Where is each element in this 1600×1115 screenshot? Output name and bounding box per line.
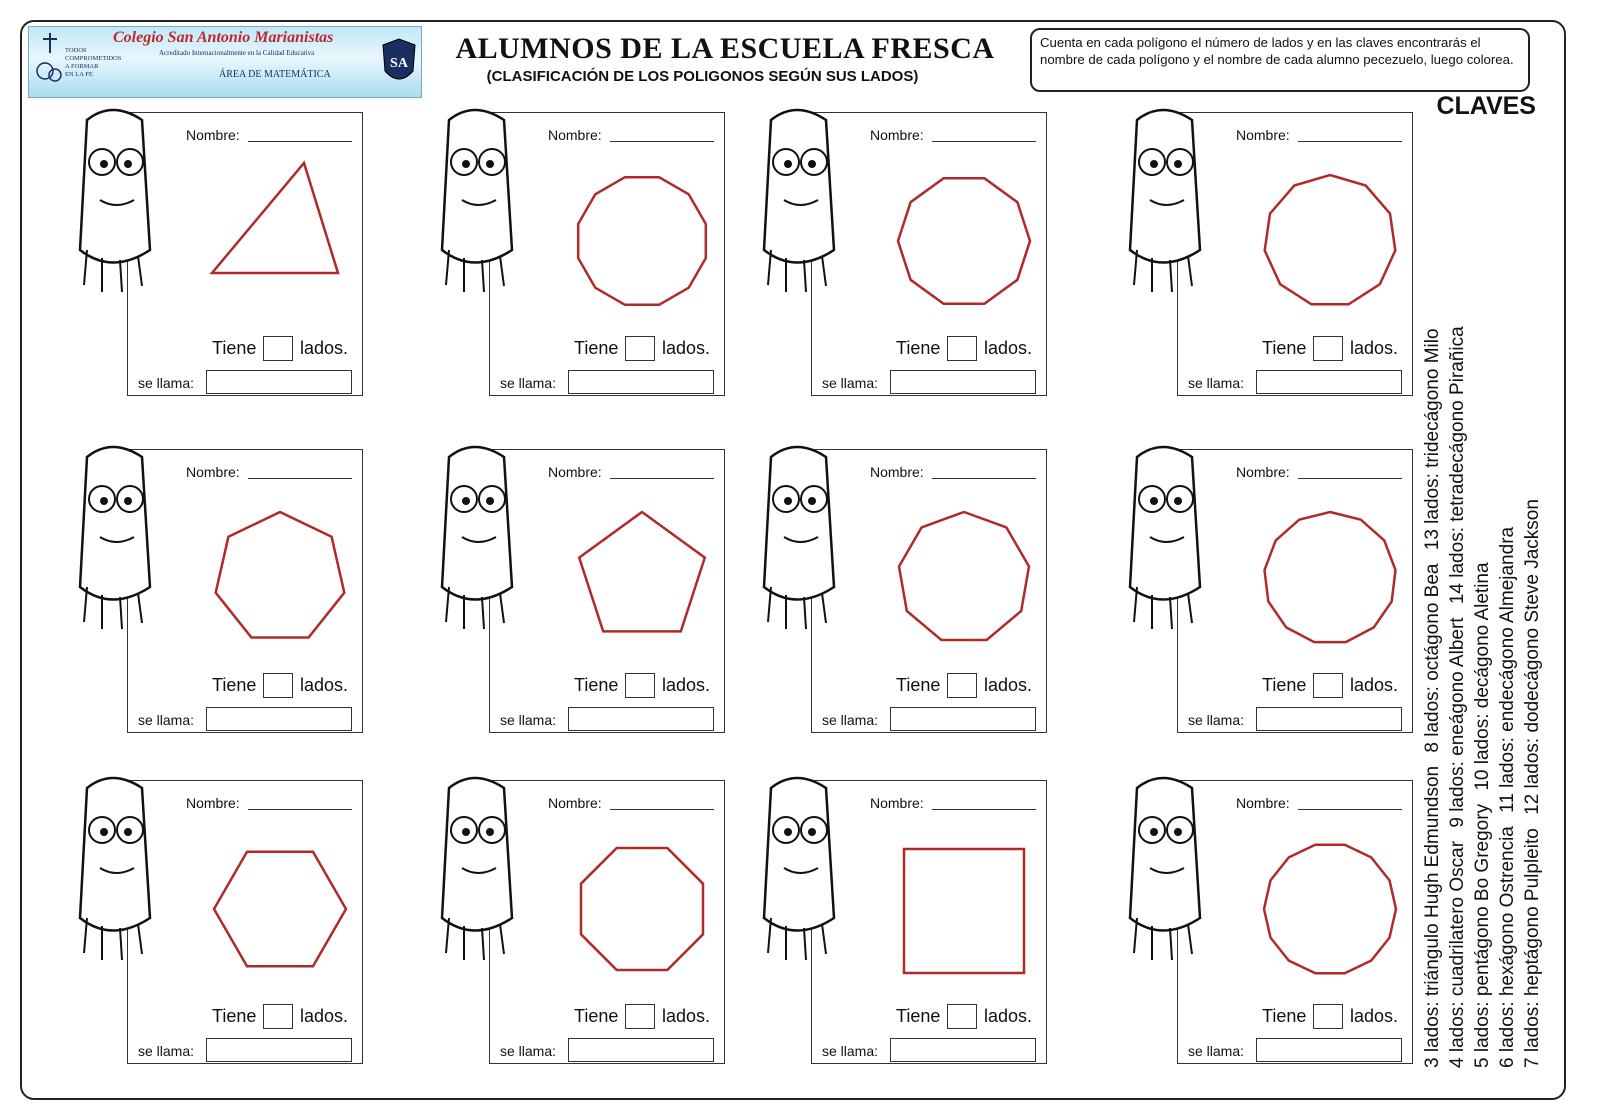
nombre-write-line[interactable] <box>932 809 1036 810</box>
tiene-label: Tiene <box>1262 675 1307 695</box>
nombre-label: Nombre: <box>1236 795 1290 811</box>
lados-label: lados. <box>662 675 711 695</box>
polygon-shape <box>1252 153 1402 323</box>
character-name-box[interactable] <box>890 707 1036 731</box>
tiene-label: Tiene <box>896 338 941 358</box>
tiene-label: Tiene <box>212 338 257 358</box>
tiene-label: Tiene <box>896 675 941 695</box>
character-feather-fish-illustration <box>42 768 182 978</box>
clave-item: 3 lados: triángulo Hugh Edmundson <box>1422 765 1443 1068</box>
polygon-outline <box>1264 845 1396 974</box>
area-label: ÁREA DE MATEMÁTICA <box>219 69 331 80</box>
clave-item: 6 lados: hexágono Ostrencia <box>1497 826 1518 1068</box>
tiene-label: Tiene <box>574 1006 619 1026</box>
polygon-shape <box>1252 821 1402 991</box>
character-name-box[interactable] <box>1256 707 1402 731</box>
nombre-label: Nombre: <box>870 127 924 143</box>
tiene-label: Tiene <box>574 338 619 358</box>
sides-answer-box[interactable] <box>263 673 293 698</box>
clave-column-5 <box>1522 491 1544 1068</box>
se-llama-label: se llama: <box>500 375 557 391</box>
se-llama-label: se llama: <box>822 375 879 391</box>
school-name: Colegio San Antonio Marianistas <box>113 29 334 46</box>
character-star-girl-illustration <box>726 437 866 647</box>
character-name-box[interactable] <box>890 370 1036 394</box>
clave-item: 12 lados: dodecágono Steve Jackson <box>1522 499 1543 815</box>
character-tall-hair-illustration <box>404 100 544 310</box>
sides-answer-box[interactable] <box>625 673 655 698</box>
polygon-outline <box>581 848 703 970</box>
lados-label: lados. <box>1350 338 1399 358</box>
clave-item: 8 lados: octágono Bea <box>1422 563 1443 753</box>
lados-label: lados. <box>300 338 349 358</box>
polygon-shape <box>202 821 352 991</box>
nombre-write-line[interactable] <box>932 478 1036 479</box>
sides-answer-box[interactable] <box>947 673 977 698</box>
character-name-box[interactable] <box>206 1038 352 1062</box>
character-name-box[interactable] <box>890 1038 1036 1062</box>
polygon-shape <box>886 490 1036 660</box>
clave-item: 14 lados: tetradecágono Pirañica <box>1447 326 1468 605</box>
sides-answer-box[interactable] <box>1313 673 1343 698</box>
character-fuzzy-fish-illustration <box>1092 437 1232 647</box>
lados-label: lados. <box>984 675 1033 695</box>
accreditation-text: Acreditado Internacionalmente en la Calidad Educativa <box>159 49 315 57</box>
character-name-box[interactable] <box>568 370 714 394</box>
polygon-outline <box>578 177 706 305</box>
lados-label: lados. <box>1350 675 1399 695</box>
polygon-shape <box>564 821 714 991</box>
se-llama-label: se llama: <box>1188 375 1245 391</box>
character-tractor-shirt-illustration <box>404 437 544 647</box>
nombre-label: Nombre: <box>548 464 602 480</box>
se-llama-label: se llama: <box>138 375 195 391</box>
tiene-label: Tiene <box>1262 1006 1307 1026</box>
character-name-box[interactable] <box>568 707 714 731</box>
instructions-box: Cuenta en cada polígono el número de lados y en las claves encontrarás el nombre de cada polígono y el nombre de cada alumno pecezuelo, luego colorea. <box>1030 28 1530 92</box>
nombre-label: Nombre: <box>186 795 240 811</box>
tiene-label: Tiene <box>1262 338 1307 358</box>
polygon-outline <box>899 512 1029 640</box>
clave-item: 13 lados: tridecágono Milo <box>1422 328 1443 551</box>
nombre-label: Nombre: <box>870 464 924 480</box>
polygon-outline <box>214 852 346 966</box>
clave-item: 9 lados: eneágono Albert <box>1447 617 1468 828</box>
tiene-label: Tiene <box>212 675 257 695</box>
polygon-shape <box>202 490 352 660</box>
nombre-write-line[interactable] <box>248 141 352 142</box>
se-llama-label: se llama: <box>822 712 879 728</box>
nombre-write-line[interactable] <box>610 478 714 479</box>
nombre-write-line[interactable] <box>1298 141 1402 142</box>
character-name-box[interactable] <box>1256 1038 1402 1062</box>
polygon-outline <box>212 163 338 273</box>
lados-label: lados. <box>1350 1006 1399 1026</box>
clave-column-4 <box>1497 519 1519 1068</box>
clave-column-2 <box>1447 318 1469 1068</box>
nombre-label: Nombre: <box>1236 127 1290 143</box>
nombre-label: Nombre: <box>186 464 240 480</box>
character-name-box[interactable] <box>206 707 352 731</box>
character-name-box[interactable] <box>1256 370 1402 394</box>
clave-item: 7 lados: heptágono Pulpleito <box>1522 828 1543 1068</box>
nombre-write-line[interactable] <box>248 809 352 810</box>
page-title: ALUMNOS DE LA ESCUELA FRESCA <box>455 32 995 65</box>
nombre-write-line[interactable] <box>248 478 352 479</box>
clave-column-1 <box>1422 320 1444 1068</box>
sides-answer-box[interactable] <box>1313 1004 1343 1029</box>
sides-answer-box[interactable] <box>625 336 655 361</box>
nombre-write-line[interactable] <box>932 141 1036 142</box>
polygon-shape <box>564 490 714 660</box>
lados-label: lados. <box>984 1006 1033 1026</box>
polygon-outline <box>904 849 1024 973</box>
sides-answer-box[interactable] <box>263 336 293 361</box>
polygon-outline <box>216 512 345 638</box>
nombre-write-line[interactable] <box>610 809 714 810</box>
tiene-label: Tiene <box>212 1006 257 1026</box>
character-pigtails-illustration <box>1092 768 1232 978</box>
polygon-shape <box>564 153 714 323</box>
polygon-outline <box>898 178 1030 304</box>
se-llama-label: se llama: <box>500 712 557 728</box>
clave-item: 11 lados: endecágono Almejandra <box>1497 526 1518 813</box>
polygon-shape <box>886 153 1036 323</box>
crest-initials: SA <box>390 56 408 71</box>
lados-label: lados. <box>984 338 1033 358</box>
character-balloon-fish-illustration <box>726 100 866 310</box>
character-braces-girl-illustration <box>404 768 544 978</box>
school-shield-icon <box>379 35 419 91</box>
lados-label: lados. <box>300 1006 349 1026</box>
se-llama-label: se llama: <box>822 1043 879 1059</box>
cross-crest-icon <box>33 31 67 89</box>
clave-item: 10 lados: decágono Aletina <box>1472 562 1493 791</box>
se-llama-label: se llama: <box>138 712 195 728</box>
nombre-write-line[interactable] <box>1298 809 1402 810</box>
polygon-shape <box>202 153 352 323</box>
clave-item: 5 lados: pentágono Bo Gregory <box>1472 803 1493 1068</box>
tiene-label: Tiene <box>896 1006 941 1026</box>
page-subtitle: (CLASIFICACIÓN DE LOS POLIGONOS SEGÚN SUS LADOS) <box>486 68 919 85</box>
se-llama-label: se llama: <box>500 1043 557 1059</box>
polygon-outline <box>1265 512 1396 642</box>
claves-title: CLAVES <box>1436 92 1536 120</box>
nombre-label: Nombre: <box>186 127 240 143</box>
tiene-label: Tiene <box>574 675 619 695</box>
sides-answer-box[interactable] <box>947 1004 977 1029</box>
polygon-outline <box>1265 175 1396 304</box>
sides-answer-box[interactable] <box>947 336 977 361</box>
se-llama-label: se llama: <box>1188 1043 1245 1059</box>
character-octopus-illustration <box>42 437 182 647</box>
sides-answer-box[interactable] <box>263 1004 293 1029</box>
character-scarf-glasses-illustration <box>42 100 182 310</box>
polygon-shape <box>1252 490 1402 660</box>
nombre-label: Nombre: <box>1236 464 1290 480</box>
se-llama-label: se llama: <box>1188 712 1245 728</box>
clave-item: 4 lados: cuadrilatero Oscar <box>1447 840 1468 1068</box>
lados-label: lados. <box>300 675 349 695</box>
character-name-box[interactable] <box>206 370 352 394</box>
polygon-outline <box>579 512 705 631</box>
lados-label: lados. <box>662 1006 711 1026</box>
character-name-box[interactable] <box>568 1038 714 1062</box>
nombre-label: Nombre: <box>548 127 602 143</box>
school-motto: TODOS COMPROMETIDOS A FORMAR EN LA FE <box>65 47 122 78</box>
polygon-shape <box>886 821 1036 991</box>
lados-label: lados. <box>662 338 711 358</box>
nombre-label: Nombre: <box>870 795 924 811</box>
school-logo-banner <box>28 26 422 98</box>
clave-column-3 <box>1472 554 1494 1068</box>
sides-answer-box[interactable] <box>625 1004 655 1029</box>
sides-answer-box[interactable] <box>1313 336 1343 361</box>
nombre-write-line[interactable] <box>610 141 714 142</box>
nombre-label: Nombre: <box>548 795 602 811</box>
character-clam-illustration <box>1092 100 1232 310</box>
nombre-write-line[interactable] <box>1298 478 1402 479</box>
character-curly-hair-illustration <box>726 768 866 978</box>
se-llama-label: se llama: <box>138 1043 195 1059</box>
